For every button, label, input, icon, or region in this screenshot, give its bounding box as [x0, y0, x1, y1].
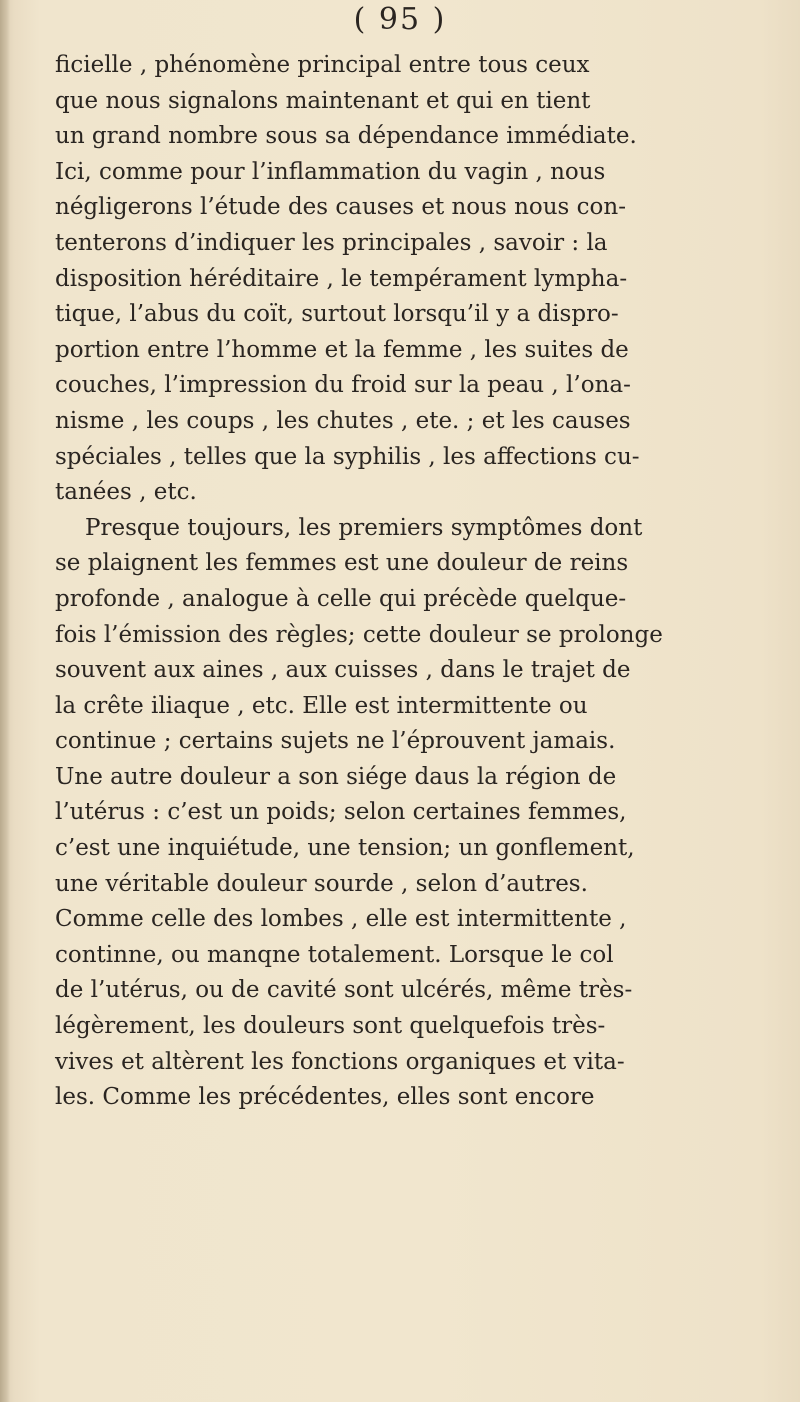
text-line: c’est une inquiétude, une tension; un gonflement, [55, 835, 635, 862]
text-line: continue ; certains sujets ne l’éprouvent jamais. [55, 728, 616, 755]
text-line: légèrement, les douleurs sont quelquefois très- [55, 1013, 606, 1040]
text-line: nisme , les coups , les chutes , ete. ; et les causes [55, 407, 631, 434]
text-line: la crête iliaque , etc. Elle est intermittente ou [55, 692, 588, 719]
binding-gutter [0, 0, 10, 1402]
text-line: profonde , analogue à celle qui précède quelque- [55, 585, 627, 612]
text-line: tique, l’abus du coït, surtout lorsqu’il y a dispro- [55, 301, 619, 328]
text-line: continne, ou manqne totalement. Lorsque le col [55, 941, 614, 968]
body-text [55, 48, 775, 1116]
text-line: disposition héréditaire , le tempérament lympha- [55, 265, 628, 292]
text-line: que nous signalons maintenant et qui en tient [55, 87, 591, 114]
text-line: Ici, comme pour l’inflammation du vagin , nous [55, 158, 606, 185]
text-line: un grand nombre sous sa dépendance immédiate. [55, 123, 637, 150]
text-line: une véritable douleur sourde , selon d’autres. [55, 870, 588, 897]
text-line: se plaignent les femmes est une douleur de reins [55, 550, 629, 577]
text-line: tenterons d’indiquer les principales , savoir : la [55, 229, 608, 256]
text-line: tanées , etc. [55, 479, 197, 506]
text-line: couches, l’impression du froid sur la peau , l’ona- [55, 372, 631, 399]
text-line: souvent aux aines , aux cuisses , dans le trajet de [55, 657, 631, 684]
text-line: spéciales , telles que la syphilis , les affections cu- [55, 443, 640, 470]
text-line: Une autre douleur a son siége daus la région de [55, 763, 617, 790]
text-line: l’utérus : c’est un poids; selon certaines femmes, [55, 799, 627, 826]
text-line: de l’utérus, ou de cavité sont ulcérés, même très- [55, 977, 633, 1004]
text-line: négligerons l’étude des causes et nous nous con- [55, 194, 626, 221]
text-line: portion entre l’homme et la femme , les suites de [55, 336, 629, 363]
text-line: vives et altèrent les fonctions organiques et vita- [55, 1048, 625, 1075]
text-line: fois l’émission des règles; cette douleur se prolonge [55, 621, 663, 648]
text-line: les. Comme les précédentes, elles sont encore [55, 1084, 595, 1111]
page-number-header: ( 95 ) [353, 2, 447, 37]
text-line: Comme celle des lombes , elle est intermittente , [55, 906, 627, 933]
paragraph-start-line: Presque toujours, les premiers symptômes dont [85, 514, 643, 541]
text-line: ficielle , phénomène principal entre tous ceux [55, 52, 590, 78]
